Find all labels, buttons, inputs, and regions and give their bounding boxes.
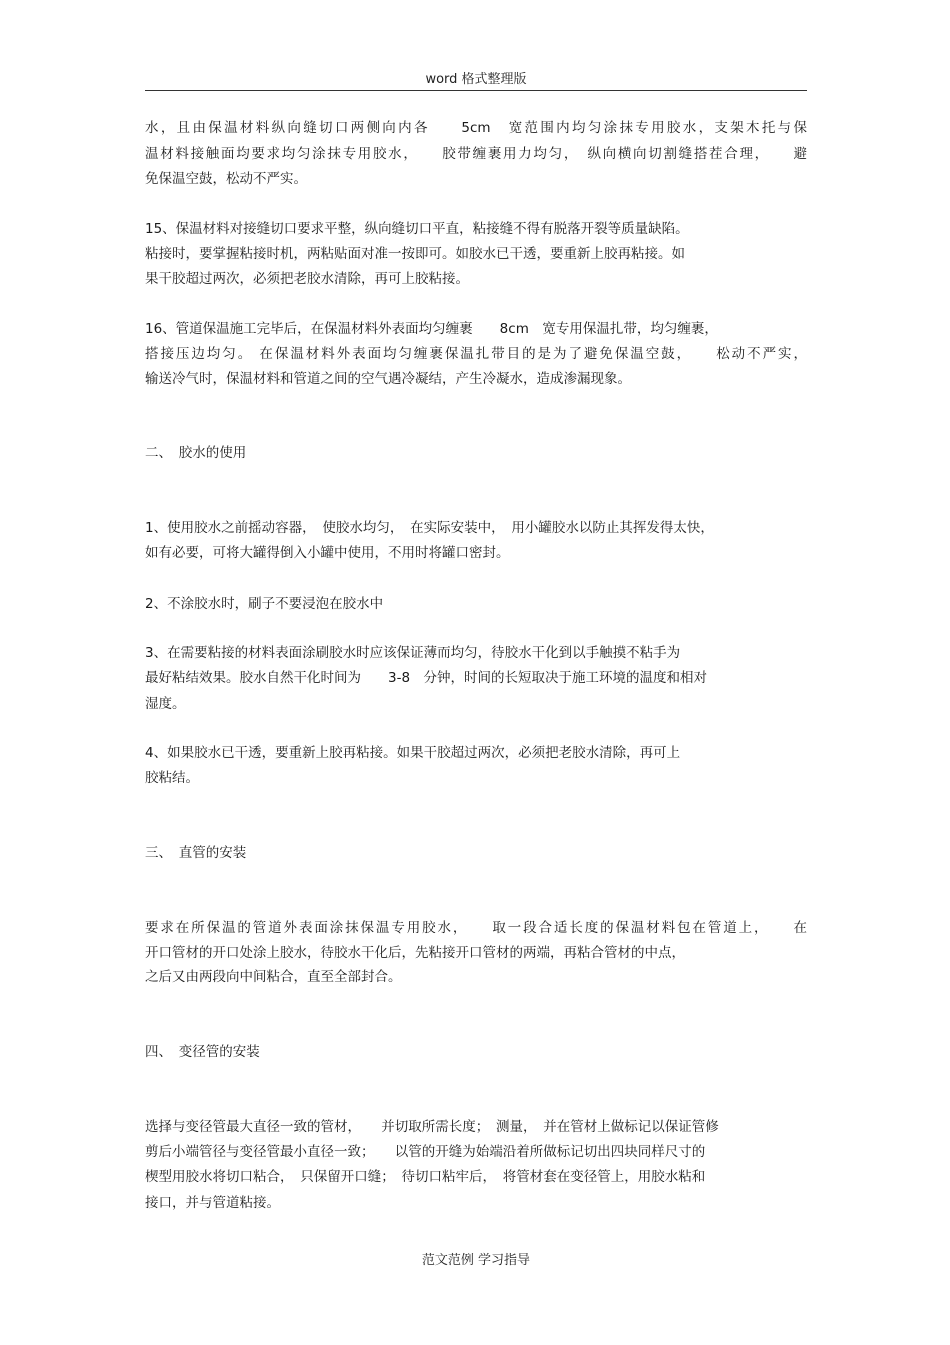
paragraph-line: 接口，并与管道粘接。 [145, 1195, 280, 1211]
paragraph-line: 4、如果胶水已干透，要重新上胶再粘接。如果干胶超过两次，必须把老胶水清除，再可上 [145, 745, 681, 761]
paragraph-line: 16、管道保温施工完毕后，在保温材料外表面均匀缠裹 8cm 宽专用保温扎带，均匀缠裹， [145, 321, 718, 337]
paragraph-line: 搭接压边均匀。 在保温材料外表面均匀缠裹保温扎带目的是为了避免保温空鼓， 松动不严实， [145, 346, 807, 362]
paragraph-line: 15、保温材料对接缝切口要求平整，纵向缝切口平直，粘接缝不得有脱落开裂等质量缺陷。 [145, 221, 689, 237]
header-divider [145, 90, 807, 91]
paragraph-line: 胶粘结。 [145, 770, 199, 786]
paragraph-line: 1、使用胶水之前摇动容器， 使胶水均匀， 在实际安装中， 用小罐胶水以防止其挥发得太快， [145, 520, 714, 536]
paragraph-line: 温材料接触面均要求均匀涂抹专用胶水， 胶带缠裹用力均匀， 纵向横向切割缝搭茬合理， 避 [145, 146, 807, 162]
paragraph-line: 楔型用胶水将切口粘合， 只保留开口缝； 待切口粘牢后， 将管材套在变径管上，用胶水粘和 [145, 1169, 706, 1185]
section-heading: 四、 变径管的安装 [145, 1044, 260, 1060]
paragraph-line: 3、在需要粘接的材料表面涂刷胶水时应该保证薄而均匀，待胶水干化到以手触摸不粘手为 [145, 645, 681, 661]
paragraph-line: 水，且由保温材料纵向缝切口两侧向内各 5cm 宽范围内均匀涂抹专用胶水，支架木托与保 [145, 120, 807, 136]
paragraph-line: 免保温空鼓，松动不严实。 [145, 171, 307, 187]
paragraph-line: 剪后小端管径与变径管最小直径一致； 以管的开缝为始端沿着所做标记切出四块同样尺寸的 [145, 1144, 706, 1160]
paragraph-line: 之后又由两段向中间粘合，直至全部封合。 [145, 969, 402, 985]
paragraph-line: 要求在所保温的管道外表面涂抹保温专用胶水， 取一段合适长度的保温材料包在管道上， 在 [145, 920, 807, 936]
paragraph-line: 果干胶超过两次，必须把老胶水清除，再可上胶粘接。 [145, 271, 469, 287]
paragraph-line: 最好粘结效果。胶水自然干化时间为 3-8 分钟，时间的长短取决于施工环境的温度和相对 [145, 670, 708, 686]
paragraph-line: 2、不涂胶水时，刷子不要浸泡在胶水中 [145, 596, 384, 612]
paragraph-line: 选择与变径管最大直径一致的管材， 并切取所需长度； 测量， 并在管材上做标记以保证管修 [145, 1119, 719, 1135]
paragraph-line: 湿度。 [145, 696, 186, 712]
section-heading: 三、 直管的安装 [145, 845, 247, 861]
paragraph-line: 开口管材的开口处涂上胶水，待胶水干化后，先粘接开口管材的两端，再粘合管材的中点， [145, 945, 685, 961]
page-footer: 范文范例 学习指导 [421, 1253, 531, 1268]
paragraph-line: 如有必要，可将大罐得倒入小罐中使用，不用时将罐口密封。 [145, 545, 510, 561]
page-header: word 格式整理版 [425, 72, 527, 87]
paragraph-line: 粘接时，要掌握粘接时机，两粘贴面对准一按即可。如胶水已干透，要重新上胶再粘接。如 [145, 246, 685, 262]
section-heading: 二、 胶水的使用 [145, 445, 247, 461]
paragraph-line: 输送冷气时，保温材料和管道之间的空气遇冷凝结，产生冷凝水，造成渗漏现象。 [145, 371, 631, 387]
